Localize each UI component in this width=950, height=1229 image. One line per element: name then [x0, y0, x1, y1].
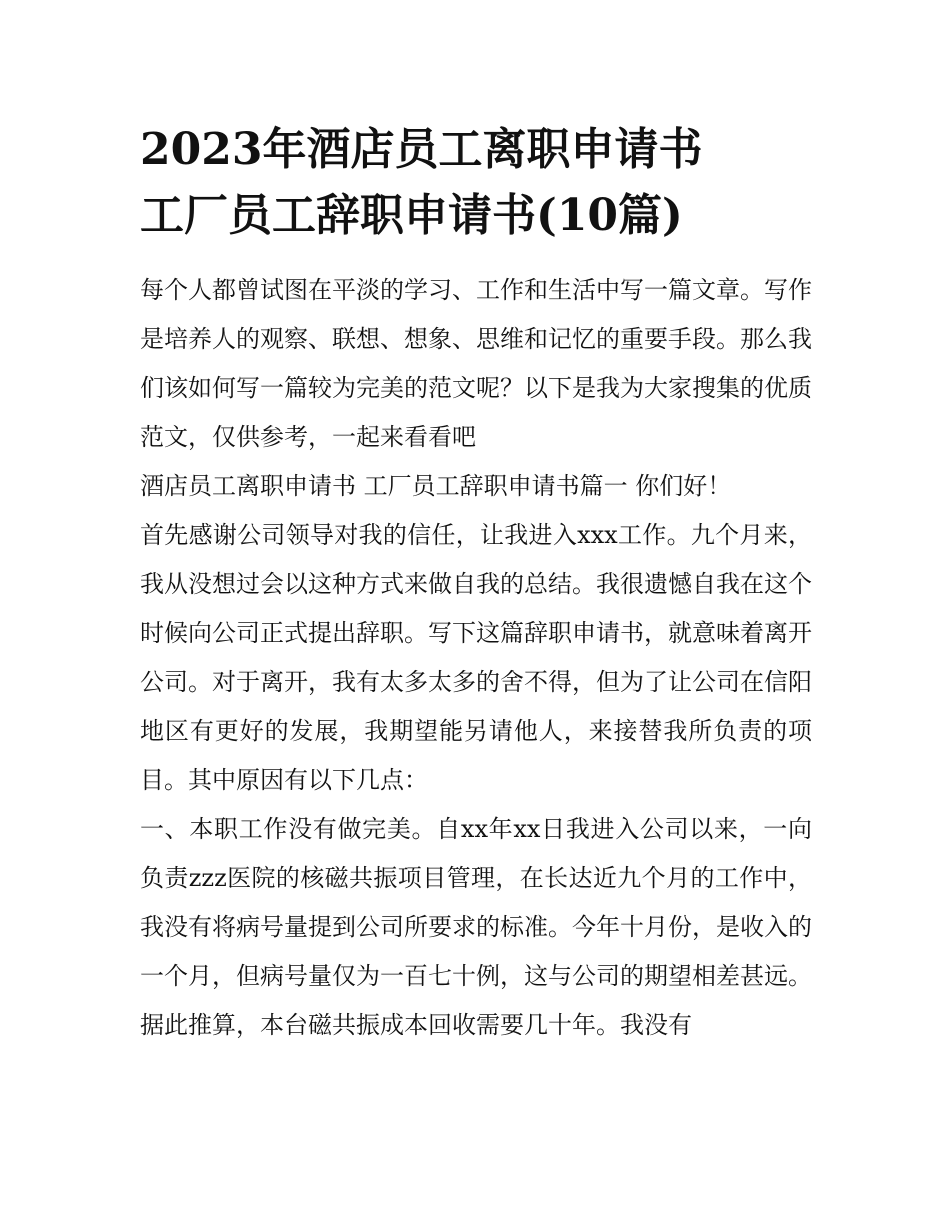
paragraph-intro: 每个人都曾试图在平淡的学习、工作和生活中写一篇文章。写作是培养人的观察、联想、想象、思维和记忆的重要手段。那么我们该如何写一篇较为完美的范文呢？以下是我为大家搜集的优质范文，仅供参考，一起来看看吧 — [140, 276, 812, 451]
paragraph-thanks: 首先感谢公司领导对我的信任，让我进入xxx工作。九个月来，我从没想过会以这种方式来做自我的总结。我很遗憾自我在这个时候向公司正式提出辞职。写下这篇辞职申请书，就意味着离开公司。对于离开，我有太多太多的舍不得，但为了让公司在信阳地区有更好的发展，我期望能另请他人，来接替我所负责的项目。其中原因有以下几点： — [140, 521, 812, 794]
document-page — [140, 118, 812, 1050]
document-body — [140, 266, 812, 1050]
paragraph-reason-1: 一、本职工作没有做完美。自xx年xx日我进入公司以来，一向负责zzz医院的核磁共振项目管理，在长达近九个月的工作中，我没有将病号量提到公司所要求的标准。今年十月份，是收入的一个月，但病号量仅为一百七十例，这与公司的期望相差甚远。据此推算，本台磁共振成本回收需要几十年。我没有 — [140, 815, 812, 1039]
document-title — [140, 118, 812, 248]
paragraph-heading-1: 酒店员工离职申请书 工厂员工辞职申请书篇一 你们好！ — [140, 472, 732, 500]
title-line-2: 工厂员工辞职申请书(10篇) — [140, 190, 683, 241]
title-line-1: 2023年酒店员工离职申请书 — [140, 124, 703, 175]
